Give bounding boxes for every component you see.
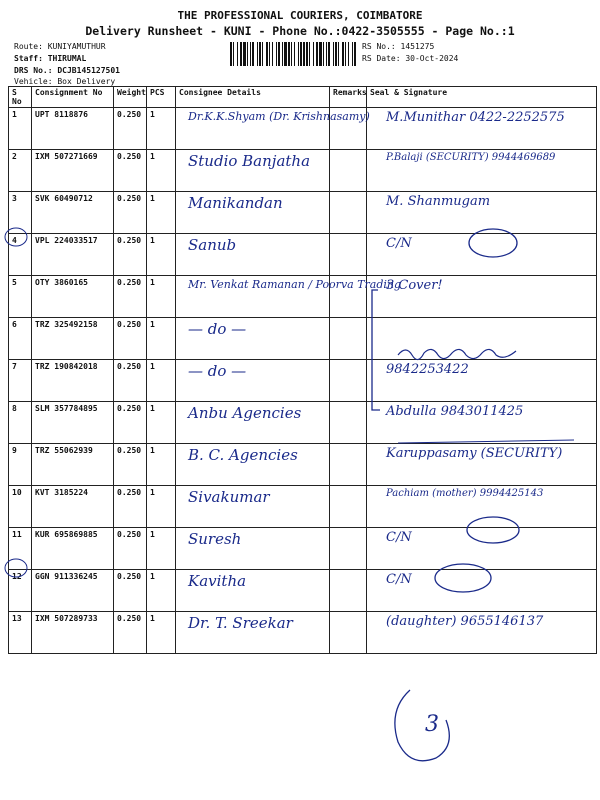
- row-sno: 10: [9, 486, 32, 528]
- col-signature: Seal & Signature: [367, 87, 597, 108]
- row-pcs: 1: [147, 108, 176, 150]
- barcode-bar: [348, 42, 349, 66]
- row-weight: 0.250: [114, 318, 147, 360]
- row-pcs: 1: [147, 570, 176, 612]
- handwritten-consignee: Dr.K.K.Shyam (Dr. Krishnasamy): [188, 110, 370, 123]
- barcode-bar: [288, 42, 290, 66]
- barcode-bar: [269, 42, 270, 66]
- barcode-bar: [352, 42, 353, 66]
- barcode-bar: [319, 42, 322, 66]
- handwritten-consignee: — do —: [188, 362, 247, 380]
- rs-no-value: 1451275: [400, 42, 435, 51]
- route-line: [14, 42, 106, 51]
- barcode-bar: [278, 42, 280, 66]
- row-weight: 0.250: [114, 108, 147, 150]
- row-sno: 3: [9, 192, 32, 234]
- row-remarks: [330, 612, 367, 654]
- vehicle-label: Vehicle:: [14, 77, 53, 86]
- rs-date-label: RS Date:: [362, 54, 401, 63]
- handwritten-consignee: Sanub: [188, 236, 237, 254]
- barcode-bar: [284, 42, 287, 66]
- row-sno: 8: [9, 402, 32, 444]
- row-weight: 0.250: [114, 360, 147, 402]
- staff-line: [14, 54, 86, 63]
- row-weight: 0.250: [114, 444, 147, 486]
- runsheet-title: Delivery Runsheet - KUNI - Phone No.:0422-3505555 - Page No.:1: [85, 24, 515, 38]
- handwritten-consignee: Mr. Venkat Ramanan / Poorva Trading: [188, 278, 402, 291]
- table-header-row: [9, 87, 597, 108]
- row-remarks: [330, 444, 367, 486]
- row-consignment: TRZ 190842018: [32, 360, 114, 402]
- barcode: [230, 42, 355, 66]
- row-sno: 2: [9, 150, 32, 192]
- barcode-bar: [326, 42, 327, 66]
- barcode-bar: [247, 42, 248, 66]
- barcode-bar: [276, 42, 277, 66]
- barcode-bar: [266, 42, 268, 66]
- table-row: [9, 318, 597, 360]
- drs-label: DRS No.:: [14, 66, 53, 75]
- row-consignment: UPT 8118876: [32, 108, 114, 150]
- barcode-bar: [240, 42, 242, 66]
- handwritten-signature: Pachiam (mother) 9994425143: [386, 488, 544, 499]
- row-remarks: [330, 318, 367, 360]
- route-label: Route:: [14, 42, 43, 51]
- table-row: [9, 360, 597, 402]
- barcode-bar: [250, 42, 251, 66]
- row-pcs: 1: [147, 150, 176, 192]
- row-weight: 0.250: [114, 528, 147, 570]
- row-sno: 7: [9, 360, 32, 402]
- row-consignment: TRZ 325492158: [32, 318, 114, 360]
- col-pcs: PCS: [147, 87, 176, 108]
- handwritten-consignee: — do —: [188, 320, 247, 338]
- route-value: KUNIYAMUTHUR: [47, 42, 106, 51]
- footer-count-mark: 3: [425, 712, 439, 737]
- barcode-bar: [282, 42, 283, 66]
- handwritten-signature: 9842253422: [386, 362, 469, 377]
- handwritten-signature: C/N: [386, 572, 412, 587]
- row-pcs: 1: [147, 276, 176, 318]
- barcode-bar: [345, 42, 346, 66]
- row-sno: 13: [9, 612, 32, 654]
- barcode-bar: [316, 42, 318, 66]
- row-pcs: 1: [147, 486, 176, 528]
- barcode-bar: [298, 42, 299, 66]
- barcode-bar: [303, 42, 305, 66]
- row-sno: 6: [9, 318, 32, 360]
- barcode-bar: [272, 42, 273, 66]
- row-weight: 0.250: [114, 234, 147, 276]
- barcode-bar: [243, 42, 246, 66]
- handwritten-consignee: B. C. Agencies: [188, 446, 298, 464]
- barcode-bar: [335, 42, 337, 66]
- row-consignment: KUR 695869885: [32, 528, 114, 570]
- row-remarks: [330, 402, 367, 444]
- row-pcs: 1: [147, 612, 176, 654]
- barcode-bar: [300, 42, 302, 66]
- row-consignment: SVK 60490712: [32, 192, 114, 234]
- row-pcs: 1: [147, 444, 176, 486]
- handwritten-consignee: Manikandan: [188, 194, 283, 212]
- row-weight: 0.250: [114, 276, 147, 318]
- handwritten-consignee: Kavitha: [188, 572, 247, 590]
- row-consignment: GGN 911336245: [32, 570, 114, 612]
- row-remarks: [330, 528, 367, 570]
- vehicle-value: Box Delivery: [57, 77, 116, 86]
- handwritten-consignee: Anbu Agencies: [188, 404, 302, 422]
- vehicle-line: [14, 77, 115, 86]
- handwritten-signature: Karuppasamy (SECURITY): [386, 446, 563, 461]
- row-pcs: 1: [147, 528, 176, 570]
- row-weight: 0.250: [114, 150, 147, 192]
- barcode-bar: [323, 42, 324, 66]
- staff-label: Staff:: [14, 54, 43, 63]
- row-consignment: KVT 3185224: [32, 486, 114, 528]
- barcode-bar: [262, 42, 263, 66]
- row-weight: 0.250: [114, 486, 147, 528]
- row-weight: 0.250: [114, 570, 147, 612]
- row-pcs: 1: [147, 318, 176, 360]
- row-sno: 11: [9, 528, 32, 570]
- rs-date-line: [362, 54, 458, 63]
- row-consignment: VPL 224033517: [32, 234, 114, 276]
- handwritten-consignee: Studio Banjatha: [188, 152, 311, 170]
- rs-date-value: 30-Oct-2024: [405, 54, 459, 63]
- row-pcs: 1: [147, 192, 176, 234]
- col-sno: S No: [9, 87, 32, 108]
- handwritten-signature: Abdulla 9843011425: [386, 404, 524, 419]
- table-row: [9, 528, 597, 570]
- staff-value: THIRUMAL: [47, 54, 87, 63]
- barcode-bar: [294, 42, 295, 66]
- barcode-bar: [233, 42, 234, 66]
- handwritten-consignee: Dr. T. Sreekar: [188, 614, 293, 632]
- row-remarks: [330, 234, 367, 276]
- barcode-bar: [257, 42, 258, 66]
- row-consignment: IXM 507289733: [32, 612, 114, 654]
- handwritten-consignee: Suresh: [188, 530, 242, 548]
- handwritten-signature: P.Balaji (SECURITY) 9944469689: [386, 152, 556, 163]
- rs-no-line: [362, 42, 434, 51]
- handwritten-signature: M.Munithar 0422-2252575: [386, 110, 565, 125]
- row-remarks: [330, 192, 367, 234]
- handwritten-consignee: Sivakumar: [188, 488, 270, 506]
- barcode-bar: [237, 42, 238, 66]
- drs-line: [14, 66, 120, 75]
- drs-value: DCJB145127501: [57, 66, 120, 75]
- row-remarks: [330, 150, 367, 192]
- row-weight: 0.250: [114, 192, 147, 234]
- barcode-bar: [230, 42, 232, 66]
- handwritten-signature: C/N: [386, 236, 412, 251]
- row-remarks: [330, 486, 367, 528]
- col-remarks: Remarks: [330, 87, 367, 108]
- row-pcs: 1: [147, 360, 176, 402]
- row-remarks: [330, 570, 367, 612]
- handwritten-signature: 3 Cover!: [386, 278, 443, 293]
- row-sno: 1: [9, 108, 32, 150]
- row-pcs: 1: [147, 234, 176, 276]
- row-signature: [367, 318, 597, 360]
- table-row: [9, 192, 597, 234]
- row-weight: 0.250: [114, 612, 147, 654]
- col-weight: Weight: [114, 87, 147, 108]
- barcode-bar: [259, 42, 261, 66]
- runsheet-table: [8, 86, 597, 654]
- row-remarks: [330, 360, 367, 402]
- barcode-bar: [328, 42, 330, 66]
- row-sno: 5: [9, 276, 32, 318]
- rs-no-label: RS No.:: [362, 42, 396, 51]
- barcode-bar: [354, 42, 356, 66]
- row-weight: 0.250: [114, 402, 147, 444]
- row-consignment: OTY 3860165: [32, 276, 114, 318]
- handwritten-signature: C/N: [386, 530, 412, 545]
- barcode-bar: [306, 42, 308, 66]
- row-sno: 4: [9, 234, 32, 276]
- barcode-bar: [338, 42, 339, 66]
- barcode-bar: [333, 42, 334, 66]
- col-consignee: Consignee Details: [176, 87, 330, 108]
- row-consignment: SLM 357784895: [32, 402, 114, 444]
- row-consignment: TRZ 55062939: [32, 444, 114, 486]
- barcode-bar: [252, 42, 254, 66]
- row-pcs: 1: [147, 402, 176, 444]
- barcode-bar: [291, 42, 292, 66]
- row-sno: 12: [9, 570, 32, 612]
- handwritten-signature: (daughter) 9655146137: [386, 614, 544, 629]
- handwritten-signature: M. Shanmugam: [386, 194, 491, 209]
- col-consignment: Consignment No: [32, 87, 114, 108]
- barcode-bar: [342, 42, 344, 66]
- barcode-bar: [313, 42, 314, 66]
- table-row: [9, 234, 597, 276]
- company-name: THE PROFESSIONAL COURIERS, COIMBATORE: [177, 9, 423, 22]
- barcode-bar: [309, 42, 310, 66]
- row-consignment: IXM 507271669: [32, 150, 114, 192]
- row-sno: 9: [9, 444, 32, 486]
- table-row: [9, 570, 597, 612]
